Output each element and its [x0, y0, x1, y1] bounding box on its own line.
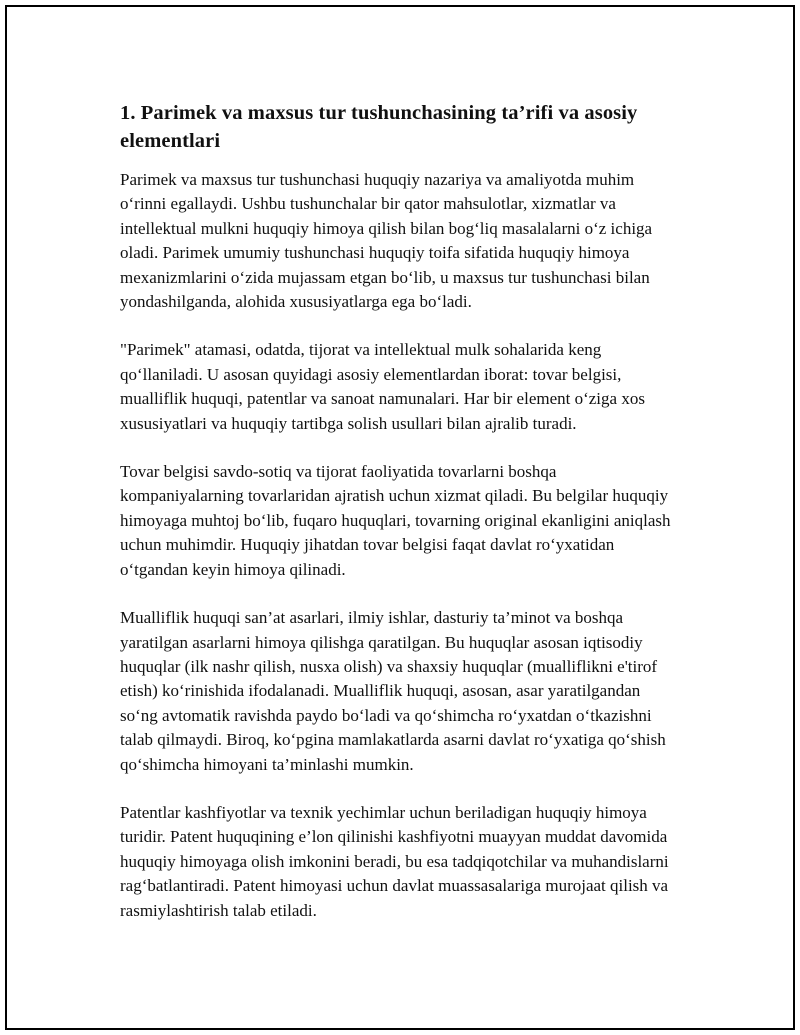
paragraph-parimek-term: "Parimek" atamasi, odatda, tijorat va intellektual mulk sohalarida keng qo‘llaniladi. U asosan quyidagi asosiy elementlardan iborat: tovar belgisi, mualliflik huquqi, patentlar va sanoat namunalari. Har bir element o‘ziga xos xususiyatlari va huquqiy tartibga solish usullari bilan ajralib turadi.: [120, 340, 645, 433]
document-body: [120, 99, 680, 947]
paragraph-copyright: Mualliflik huquqi san’at asarlari, ilmiy ishlar, dasturiy ta’minot va boshqa yaratilgan asarlarni himoya qilishga qaratilgan. Bu huquqlar asosan iqtisodiy huquqlar (ilk nashr qilish, nusxa olish) va shaxsiy huquqlar (mualliflikni e'tirof etish) ko‘rinishida ifodalanadi. Mualliflik huquqi, asosan, asar yaratilgandan so‘ng avtomatik ravishda paydo bo‘ladi va qo‘shimcha ro‘yxatdan o‘tkazishni talab qilmaydi. Biroq, ko‘pgina mamlakatlarda asarni davlat ro‘yxatiga qo‘shish qo‘shimcha himoyani ta’minlashi mumkin.: [120, 608, 666, 774]
page-frame: [5, 5, 795, 1030]
paragraph-patents: Patentlar kashfiyotlar va texnik yechimlar uchun beriladigan huquqiy himoya turidir. Patent huquqining e’lon qilinishi kashfiyotni muayyan muddat davomida huquqiy himoyaga olish imkonini beradi, bu esa tadqiqotchilar va muhandislarni rag‘batlantiradi. Patent himoyasi uchun davlat muassasalariga murojaat qilish va rasmiylashtirish talab etiladi.: [120, 802, 669, 920]
paragraph-intro: Parimek va maxsus tur tushunchasi huquqiy nazariya va amaliyotda muhim o‘rinni egallaydi. Ushbu tushunchalar bir qator mahsulotlar, xizmatlar va intellektual mulkni huquqiy himoya qilish bilan bog‘liq masalalarni o‘z ichiga oladi. Parimek umumiy tushunchasi huquqiy toifa sifatida huquqiy himoya mexanizmlarini o‘zida mujassam etgan bo‘lib, u maxsus tur tushunchasi bilan yondashilganda, alohida xususiyatlarga ega bo‘ladi.: [120, 170, 653, 312]
paragraph-trademark: Tovar belgisi savdo-sotiq va tijorat faoliyatida tovarlarni boshqa kompaniyalarning tovarlaridan ajratish uchun xizmat qiladi. Bu belgilar huquqiy himoyaga muhtoj bo‘lib, fuqaro huquqlari, tovarning original ekanligini aniqlash uchun muhimdir. Huquqiy jihatdan tovar belgisi faqat davlat ro‘yxatidan o‘tgandan keyin himoya qilinadi.: [120, 462, 671, 579]
section-heading: 1. Parimek va maxsus tur tushunchasining ta’rifi va asosiy elementlari: [120, 102, 638, 152]
